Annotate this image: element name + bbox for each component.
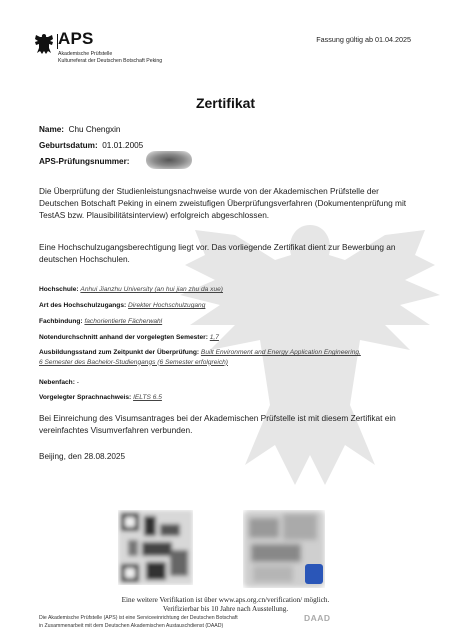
org-subtitle-2: Kulturreferat der Deutschen Botschaft Peking — [58, 58, 163, 64]
verification-paragraph: Die Überprüfung der Studienleistungsnachweise wurde von der Akademischen Prüfstelle der Deutschen Botschaft Peking in einem zweistufigen Überprüfungsverfahren (Dokumentenprüfung mit TestAS bzw. Plausibilitätsinterview) erfolgreich abgeschlossen. — [39, 186, 407, 221]
dob-label: Geburtsdatum: — [39, 141, 98, 150]
admission-type-label: Art des Hochschulzugangs: — [39, 302, 127, 309]
minor-subject-label: Nebenfach: — [39, 379, 75, 386]
education-status-row — [39, 348, 419, 367]
redacted-aps-number — [146, 151, 192, 169]
aps-logo-text: APS — [58, 29, 94, 48]
verification-note-1: Eine weitere Verifikation ist über www.aps.org.cn/verification/ möglich. — [121, 596, 330, 604]
language-proof-row — [39, 393, 419, 403]
university-value: Anhui Jianzhu University (an hui jian zhu da xue) — [80, 286, 223, 293]
org-subtitle-1: Akademische Prüfstelle — [58, 51, 113, 57]
dob-row — [39, 141, 143, 150]
university-row — [39, 285, 419, 295]
language-proof-value: IELTS 6.5 — [133, 394, 162, 401]
subject-binding-value: fachorientierte Fächerwahl — [84, 318, 163, 325]
minor-subject-row — [39, 378, 419, 388]
daad-logo: DAAD — [304, 613, 331, 623]
validity-note: Fassung gültig ab 01.04.2025 — [316, 35, 411, 44]
admission-paragraph: Eine Hochschulzugangsberechtigung liegt vor. Das vorliegende Zertifikat dient zur Bewerbung an deutschen Hochschulen. — [39, 242, 396, 265]
language-proof-label: Vorgelegter Sprachnachweis: — [39, 394, 132, 401]
footer-line-2: in Zusammenarbeit mit dem Deutschen Akademischen Austauschdienst (DAAD) — [39, 623, 224, 629]
grade-average-row — [39, 333, 419, 343]
federal-eagle-icon — [34, 33, 54, 55]
education-status-value: Built Environment and Energy Application Engineering, — [200, 349, 361, 356]
aps-number-label: APS-Prüfungsnummer: — [39, 157, 130, 166]
qr-code-blurred — [118, 510, 193, 585]
dob-value: 01.01.2005 — [102, 141, 144, 150]
visa-paragraph: Bei Einreichung des Visumsantrages bei der Akademischen Prüfstelle ist mit diesem Zertifikat ein vereinfachtes Visumverfahren verbunden. — [39, 413, 396, 436]
subject-binding-label: Fachbindung: — [39, 318, 83, 325]
name-row — [39, 125, 120, 134]
verification-note-2: Verifizierbar bis 10 Jahre nach Ausstellung. — [162, 605, 289, 613]
education-status-label: Ausbildungsstand zum Zeitpunkt der Überprüfung: — [39, 349, 200, 356]
university-label: Hochschule: — [39, 286, 79, 293]
blue-stamp-mark — [305, 564, 323, 584]
signature-stamp-blurred — [243, 510, 325, 588]
admission-type-row — [39, 301, 419, 311]
certificate-title: Zertifikat — [195, 95, 256, 111]
place-and-date: Beijing, den 28.08.2025 — [39, 452, 126, 461]
aps-number-row — [39, 157, 130, 166]
grade-average-label: Notendurchschnitt anhand der vorgelegten Semester: — [39, 334, 208, 341]
education-status-value-2: 6 Semester des Bachelor-Studiengangs (6 Semester erfolgreich) — [39, 358, 228, 366]
name-value: Chu Chengxin — [68, 125, 121, 134]
admission-type-value: Direkter Hochschulzugang — [128, 302, 206, 309]
name-label: Name: — [39, 125, 65, 134]
minor-subject-value: - — [76, 379, 79, 386]
grade-average-value: 1,7 — [209, 334, 219, 341]
footer-line-1: Die Akademische Prüfstelle (APS) ist eine Serviceeinrichtung der Deutschen Botschaft — [39, 615, 238, 621]
subject-binding-row — [39, 317, 419, 327]
